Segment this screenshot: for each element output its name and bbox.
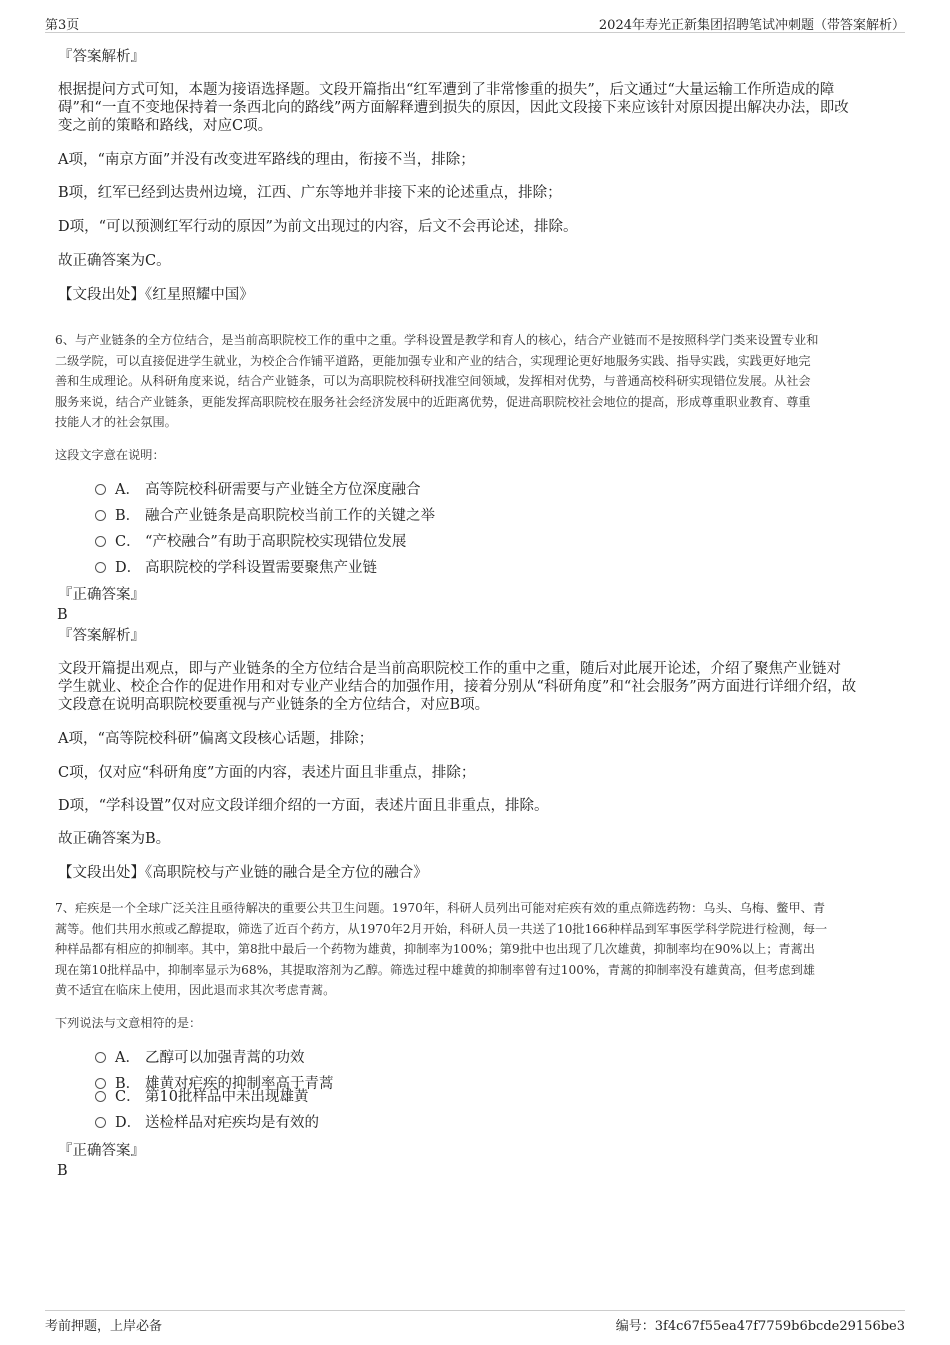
note-c: C项，仅对应“科研角度”方面的内容，表述片面且非重点，排除； — [58, 765, 476, 781]
question-line: 黄不适宜在临床上使用，因此退而求其次考虑青蒿。 — [55, 983, 336, 997]
document-id: 编号：3f4c67f55ea47f7759b6bcde29156be3 — [615, 1319, 905, 1334]
note-a: A项，“高等院校科研”偏离文段核心话题，排除； — [58, 731, 374, 747]
analysis-text — [58, 660, 898, 714]
question-line: 7、疟疾是一个全球广泛关注且亟待解决的重要公共卫生问题。1970年，科研人员列出可能对疟疾有效的重点筛选药物：乌头、乌梅、鳖甲、青 — [55, 901, 826, 915]
option-text: 高等院校科研需要与产业链全方位深度融合 — [145, 482, 421, 498]
note-d: D项，“可以预测红军行动的原因”为前文出现过的内容，后文不会再论述，排除。 — [58, 219, 578, 235]
option-a[interactable] — [95, 481, 421, 499]
option-letter: A． — [115, 1050, 140, 1066]
correct-label: 『正确答案』 — [58, 587, 145, 603]
analysis-label: 『答案解析』 — [58, 628, 145, 644]
option-letter: D． — [115, 1115, 142, 1131]
radio-icon[interactable] — [95, 1078, 106, 1089]
radio-icon[interactable] — [95, 1052, 106, 1063]
analysis-line: 文段开篇提出观点，即与产业链条的全方位结合是当前高职院校工作的重中之重，随后对此展开论述，介绍了聚焦产业链对 — [58, 661, 841, 677]
note-d: D项，“学科设置”仅对应文段详细介绍的一方面，表述片面且非重点，排除。 — [58, 798, 549, 814]
analysis-text — [58, 81, 898, 135]
option-b[interactable] — [95, 507, 435, 525]
question-7-ask: 下列说法与文意相符的是： — [55, 1016, 202, 1030]
question-6-text — [55, 330, 900, 433]
radio-icon[interactable] — [95, 562, 106, 573]
footer-slogan: 考前押题，上岸必备 — [45, 1319, 163, 1334]
radio-icon[interactable] — [95, 1117, 106, 1128]
option-c[interactable] — [95, 533, 406, 551]
option-c[interactable] — [95, 1088, 308, 1106]
question-line: 6、与产业链条的全方位结合，是当前高职院校工作的重中之重。学科设置是教学和育人的核心，结合产业链而不是按照科学门类来设置专业和 — [55, 333, 819, 347]
option-text: 乙醇可以加强青蒿的功效 — [145, 1050, 305, 1066]
option-letter: A． — [115, 482, 140, 498]
note-b: B项，红军已经到达贵州边境，江西、广东等地并非接下来的论述重点，排除； — [58, 185, 562, 201]
option-d[interactable] — [95, 559, 377, 577]
option-text: 第10批样品中未出现雄黄 — [145, 1089, 309, 1105]
question-line: 善和生成理论。从科研角度来说，结合产业链条，可以为高职院校科研找准空间领域，发挥相对优势，与普通高校科研实现错位发展。从社会 — [55, 374, 811, 388]
option-letter: D． — [115, 560, 142, 576]
page-footer — [45, 1310, 905, 1335]
question-line: 二级学院，可以直接促进学生就业，为校企合作铺平道路，更能加强专业和产业的结合，实现理论更好地服务实践、指导实践，实践更好地完 — [55, 353, 811, 368]
document-title: 2024年寿光正新集团招聘笔试冲刺题（带答案解析） — [598, 18, 905, 33]
correct-answer: B — [57, 607, 68, 623]
note-a: A项，“南京方面”并没有改变进军路线的理由，衔接不当，排除； — [58, 152, 475, 168]
analysis-line: 文段意在说明高职院校要重视与产业链条的全方位结合，对应B项。 — [58, 697, 490, 713]
radio-icon[interactable] — [95, 536, 106, 547]
correct-label: 『正确答案』 — [58, 1143, 145, 1159]
analysis-label: 『答案解析』 — [58, 49, 145, 65]
analysis-line: 根据提问方式可知，本题为接语选择题。文段开篇指出“红军遭到了非常惨重的损失”，后文通过“大量运输工作所造成的障 — [58, 82, 835, 98]
radio-icon[interactable] — [95, 1091, 106, 1102]
correct-answer: B — [57, 1163, 68, 1179]
question-7-text — [55, 898, 900, 1001]
question-line: 现在第10批样品中，抑制率显示为68%，其提取溶剂为乙醇。筛选过程中雄黄的抑制率曾有过100%，青蒿的抑制率没有雄黄高，但考虑到雄 — [55, 962, 815, 977]
option-letter: C． — [115, 534, 141, 550]
option-text: “产校融合”有助于高职院校实现错位发展 — [145, 534, 407, 550]
option-text: 高职院校的学科设置需要聚焦产业链 — [145, 560, 377, 576]
question-line: 服务来说，结合产业链条，更能发挥高职院校在服务社会经济发展中的近距离优势，促进高职院校社会地位的提高，形成尊重职业教育、尊重 — [55, 394, 811, 409]
option-d[interactable] — [95, 1114, 319, 1132]
option-letter: B． — [115, 508, 141, 524]
option-letter: C． — [115, 1089, 141, 1105]
analysis-line: 学生就业、校企合作的促进作用和对专业产业结合的加强作用，接着分别从“科研角度”和“社会服务”两方面进行详细介绍，故 — [58, 679, 857, 695]
option-text: 送检样品对疟疾均是有效的 — [145, 1115, 319, 1131]
option-letter: B． — [115, 1076, 141, 1092]
page-header — [45, 12, 905, 33]
analysis-line: 变之前的策略和路线，对应C项。 — [58, 118, 273, 134]
question-6-ask: 这段文字意在说明： — [55, 448, 165, 462]
radio-icon[interactable] — [95, 484, 106, 495]
option-text: 融合产业链条是高职院校当前工作的关键之举 — [145, 508, 435, 524]
question-line: 技能人才的社会氛围。 — [55, 415, 177, 429]
conclusion: 故正确答案为C。 — [58, 253, 171, 269]
question-line: 蒿等。他们共用水煎或乙醇提取，筛选了近百个药方，从1970年2月开始，科研人员一共送了10批166种样品到军事医学科学院进行检测，每一 — [55, 921, 828, 936]
radio-icon[interactable] — [95, 510, 106, 521]
conclusion: 故正确答案为B。 — [58, 831, 171, 847]
option-a[interactable] — [95, 1049, 305, 1067]
page-number: 第3页 — [45, 18, 80, 33]
source: 【文段出处】《红星照耀中国》 — [58, 287, 254, 303]
analysis-line: 碍”和“一直不变地保持着一条西北向的路线”两方面解释遭到损失的原因，因此文段接下来应该针对原因提出解决办法，即改 — [58, 100, 849, 116]
option-text: 雄黄对疟疾的抑制率高于青蒿 — [145, 1076, 334, 1092]
source: 【文段出处】《高职院校与产业链的融合是全方位的融合》 — [58, 865, 428, 881]
question-line: 种样品都有相应的抑制率。其中，第8批中最后一个药物为雄黄，抑制率为100%；第9批中也出现了几次雄黄，抑制率均在90%以上；青蒿出 — [55, 942, 815, 956]
